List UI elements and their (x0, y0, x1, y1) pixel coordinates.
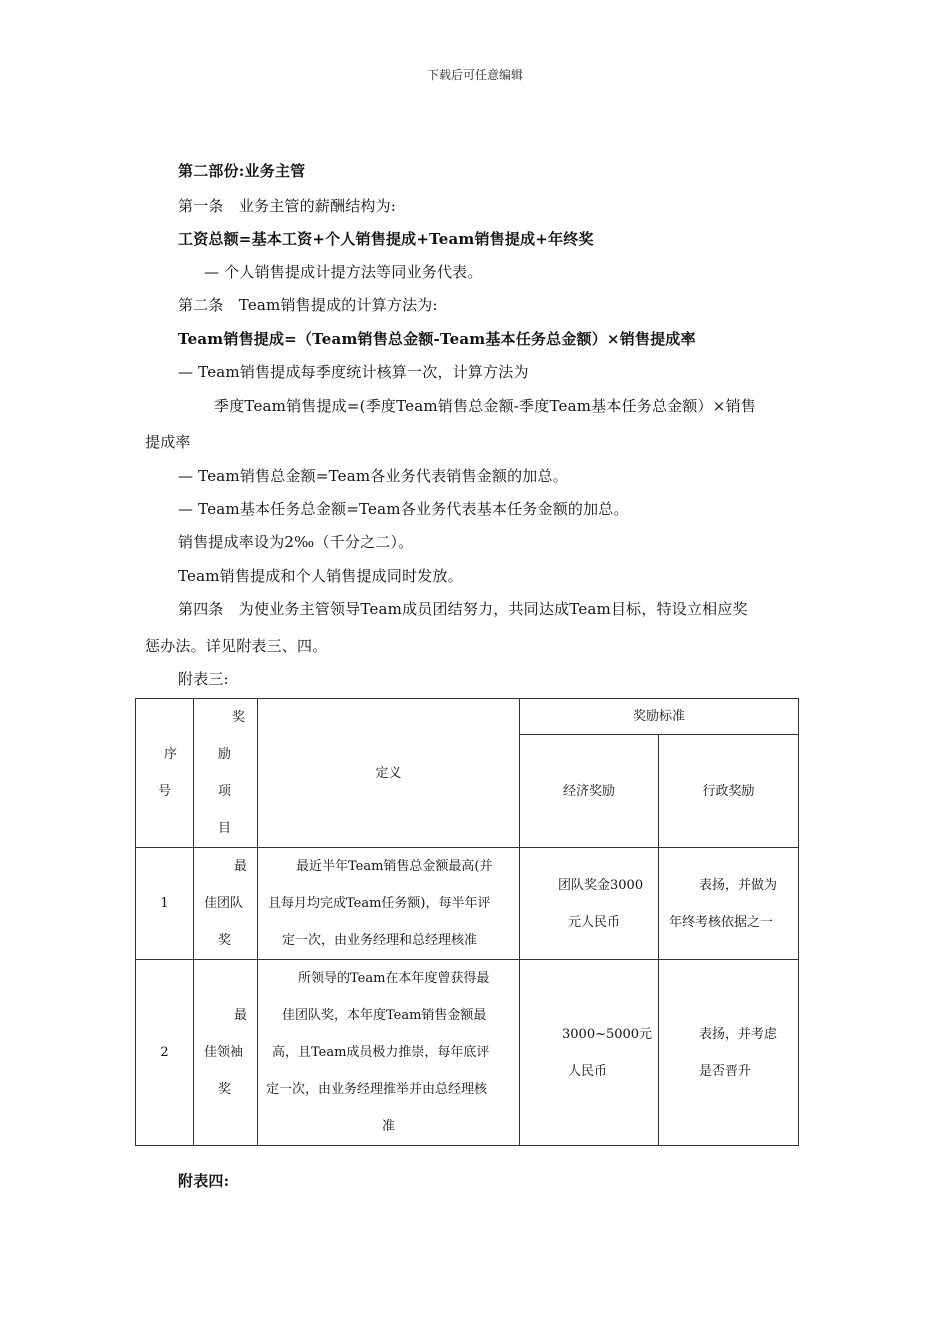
note-team-base: — Team基本任务总金额=Team各业务代表基本任务金额的加总。 (178, 500, 629, 518)
table-row (136, 848, 799, 960)
header-item: 奖 励 项 目 (194, 699, 258, 848)
section-title: 第二部份:业务主管 (178, 162, 306, 180)
row-definition: 所领导的Team在本年度曾获得最 佳团队奖，本年度Team销售金额最 高，且Team成员极力推崇，每年底评 定一次，由业务经理推举并由总经理核 准 (258, 960, 520, 1146)
note-personal-commission: — 个人销售提成计提方法等同业务代表。 (204, 263, 483, 281)
team-commission-formula: Team销售提成=（Team销售总金额-Team基本任务总金额）×销售提成率 (178, 330, 696, 348)
appendix-4-label: 附表四: (178, 1172, 230, 1190)
row-definition: 最近半年Team销售总金额最高(并 且每月均完成Team任务额)，每半年评 定一次，由业务经理和总经理核准 (258, 848, 520, 960)
salary-formula: 工资总额=基本工资+个人销售提成+Team销售提成+年终奖 (178, 230, 594, 248)
header-no: 序 号 (136, 699, 194, 848)
quarterly-formula: 季度Team销售提成=(季度Team销售总金额-季度Team基本任务总金额）×销售 (214, 397, 756, 415)
header-administrative: 行政奖励 (659, 735, 799, 848)
header-award-standard: 奖励标准 (520, 699, 799, 735)
quarterly-formula-cont: 提成率 (145, 433, 191, 451)
payout-note: Team销售提成和个人销售提成同时发放。 (178, 567, 463, 585)
page-header: 下载后可任意编辑 (426, 68, 523, 82)
note-team-total: — Team销售总金额=Team各业务代表销售金额的加总。 (178, 467, 568, 485)
appendix-3-label: 附表三: (178, 670, 229, 688)
header-economic: 经济奖励 (520, 735, 659, 848)
row-economic: 团队奖金3000 元人民币 (520, 848, 659, 960)
commission-rate: 销售提成率设为2‰（千分之二）。 (178, 533, 414, 551)
row-economic: 3000~5000元 人民币 (520, 960, 659, 1146)
row-administrative: 表扬，并做为 年终考核依据之一 (659, 848, 799, 960)
article-1: 第一条 业务主管的薪酬结构为: (178, 197, 397, 215)
table-row (136, 960, 799, 1146)
article-2: 第二条 Team销售提成的计算方法为: (178, 296, 438, 314)
header-definition: 定义 (258, 699, 520, 848)
row-item: 最 佳团队 奖 (194, 848, 258, 960)
row-no: 2 (136, 960, 194, 1146)
row-no: 1 (136, 848, 194, 960)
article-4: 第四条 为使业务主管领导Team成员团结努力，共同达成Team目标，特设立相应奖 (178, 600, 748, 618)
note-quarterly: — Team销售提成每季度统计核算一次，计算方法为 (178, 363, 529, 381)
row-administrative: 表扬，并考虑 是否晋升 (659, 960, 799, 1146)
article-4-cont: 惩办法。详见附表三、四。 (145, 637, 328, 655)
row-item: 最 佳领袖 奖 (194, 960, 258, 1146)
award-table (135, 698, 799, 1146)
